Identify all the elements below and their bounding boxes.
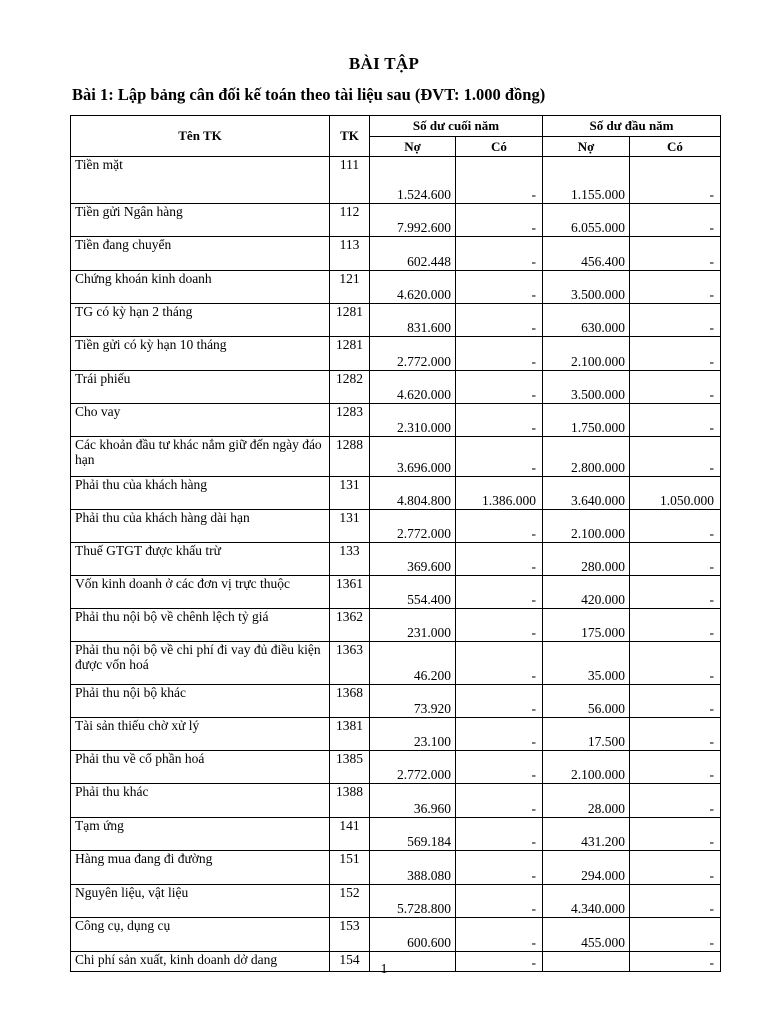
account-name-cell: Phải thu nội bộ khác <box>71 685 330 718</box>
end-debit-cell: 36.960 <box>370 784 456 818</box>
start-credit-cell: - <box>630 157 721 204</box>
start-debit-cell: 280.000 <box>543 543 630 576</box>
account-code-cell: 1281 <box>330 337 370 371</box>
start-credit-cell: - <box>630 237 721 271</box>
start-credit-cell: - <box>630 851 721 885</box>
table-row <box>71 437 721 477</box>
table-row <box>71 404 721 437</box>
start-credit-cell: - <box>630 818 721 851</box>
table-row <box>71 204 721 237</box>
start-debit-cell: 17.500 <box>543 718 630 751</box>
account-code-cell: 121 <box>330 271 370 304</box>
end-credit-cell: 1.386.000 <box>456 477 543 510</box>
account-code-cell: 1362 <box>330 609 370 642</box>
end-credit-cell: - <box>456 576 543 609</box>
account-name-cell: Tài sản thiếu chờ xử lý <box>71 718 330 751</box>
start-credit-cell: - <box>630 204 721 237</box>
end-debit-cell: 73.920 <box>370 685 456 718</box>
account-code-cell: 153 <box>330 918 370 952</box>
end-credit-cell: - <box>456 718 543 751</box>
table-row <box>71 885 721 918</box>
table-row <box>71 510 721 543</box>
account-code-cell: 141 <box>330 818 370 851</box>
start-credit-cell: - <box>630 784 721 818</box>
start-debit-cell: 456.400 <box>543 237 630 271</box>
account-code-cell: 154 <box>330 952 370 972</box>
end-credit-cell: - <box>456 685 543 718</box>
end-debit-cell: 2.310.000 <box>370 404 456 437</box>
end-credit-cell: - <box>456 371 543 404</box>
start-credit-cell: - <box>630 404 721 437</box>
end-credit-cell: - <box>456 337 543 371</box>
account-name-cell: Các khoản đầu tư khác nắm giữ đến ngày đáo hạn <box>71 437 330 477</box>
account-name-cell: Công cụ, dụng cụ <box>71 918 330 952</box>
start-credit-cell: - <box>630 751 721 784</box>
end-credit-cell: - <box>456 237 543 271</box>
start-credit-cell: - <box>630 685 721 718</box>
account-name-cell: Tiền mặt <box>71 157 330 204</box>
end-credit-cell: - <box>456 271 543 304</box>
end-credit-cell: - <box>456 510 543 543</box>
start-credit-cell: - <box>630 642 721 685</box>
end-debit-cell: 5.728.800 <box>370 885 456 918</box>
end-credit-cell: - <box>456 818 543 851</box>
end-credit-cell: - <box>456 157 543 204</box>
header-start-credit: Có <box>630 137 721 157</box>
header-end-balance: Số dư cuối năm <box>370 116 543 137</box>
account-name-cell: Cho vay <box>71 404 330 437</box>
end-debit-cell: 369.600 <box>370 543 456 576</box>
start-debit-cell: 2.800.000 <box>543 437 630 477</box>
start-credit-cell: 1.050.000 <box>630 477 721 510</box>
account-name-cell: Phải thu khác <box>71 784 330 818</box>
start-debit-cell: 455.000 <box>543 918 630 952</box>
end-debit-cell: 7.992.600 <box>370 204 456 237</box>
table-row <box>71 818 721 851</box>
start-debit-cell: 420.000 <box>543 576 630 609</box>
end-credit-cell: - <box>456 885 543 918</box>
balance-table <box>70 115 721 972</box>
start-credit-cell: - <box>630 576 721 609</box>
account-code-cell: 112 <box>330 204 370 237</box>
start-credit-cell: - <box>630 437 721 477</box>
account-code-cell: 111 <box>330 157 370 204</box>
end-credit-cell: - <box>456 437 543 477</box>
end-debit-cell: 46.200 <box>370 642 456 685</box>
start-credit-cell: - <box>630 371 721 404</box>
end-debit-cell: 2.772.000 <box>370 751 456 784</box>
account-code-cell: 1282 <box>330 371 370 404</box>
table-row <box>71 304 721 337</box>
start-debit-cell: 1.750.000 <box>543 404 630 437</box>
end-debit-cell: 554.400 <box>370 576 456 609</box>
account-name-cell: Phải thu nội bộ về chi phí đi vay đủ điều kiện được vốn hoá <box>71 642 330 685</box>
start-debit-cell: 4.340.000 <box>543 885 630 918</box>
end-debit-cell: 602.448 <box>370 237 456 271</box>
start-debit-cell: 2.100.000 <box>543 751 630 784</box>
account-code-cell: 1361 <box>330 576 370 609</box>
account-code-cell: 1363 <box>330 642 370 685</box>
end-debit-cell: 4.620.000 <box>370 271 456 304</box>
table-row <box>71 685 721 718</box>
account-name-cell: Vốn kinh doanh ở các đơn vị trực thuộc <box>71 576 330 609</box>
table-row <box>71 371 721 404</box>
account-code-cell: 1385 <box>330 751 370 784</box>
header-end-debit: Nợ <box>370 137 456 157</box>
account-name-cell: Tiền đang chuyển <box>71 237 330 271</box>
page-number: 1 <box>380 962 388 977</box>
account-code-cell: 133 <box>330 543 370 576</box>
start-credit-cell: - <box>630 952 721 972</box>
start-debit-cell: 3.500.000 <box>543 371 630 404</box>
start-debit-cell: 6.055.000 <box>543 204 630 237</box>
start-debit-cell: 630.000 <box>543 304 630 337</box>
account-name-cell: Chứng khoán kinh doanh <box>71 271 330 304</box>
account-code-cell: 113 <box>330 237 370 271</box>
end-debit-cell: 388.080 <box>370 851 456 885</box>
table-row <box>71 543 721 576</box>
table-row <box>71 157 721 204</box>
start-debit-cell: 3.640.000 <box>543 477 630 510</box>
table-row <box>71 751 721 784</box>
end-credit-cell: - <box>456 304 543 337</box>
end-debit-cell: 600.600 <box>370 918 456 952</box>
start-credit-cell: - <box>630 510 721 543</box>
end-credit-cell: - <box>456 751 543 784</box>
start-credit-cell: - <box>630 304 721 337</box>
account-name-cell: Tiền gửi Ngân hàng <box>71 204 330 237</box>
start-credit-cell: - <box>630 543 721 576</box>
table-row <box>71 851 721 885</box>
end-debit-cell: 1.524.600 <box>370 157 456 204</box>
start-credit-cell: - <box>630 718 721 751</box>
table-row <box>71 609 721 642</box>
end-debit-cell: 831.600 <box>370 304 456 337</box>
start-debit-cell: 28.000 <box>543 784 630 818</box>
account-code-cell: 1288 <box>330 437 370 477</box>
account-code-cell: 1388 <box>330 784 370 818</box>
table-header-row <box>71 116 721 137</box>
account-name-cell: Tiền gửi có kỳ hạn 10 tháng <box>71 337 330 371</box>
start-credit-cell: - <box>630 337 721 371</box>
end-debit-cell: 569.184 <box>370 818 456 851</box>
table-body <box>71 157 721 972</box>
start-credit-cell: - <box>630 271 721 304</box>
start-debit-cell: 1.155.000 <box>543 157 630 204</box>
end-credit-cell: - <box>456 204 543 237</box>
table-row <box>71 918 721 952</box>
account-code-cell: 152 <box>330 885 370 918</box>
account-code-cell: 1381 <box>330 718 370 751</box>
end-credit-cell: - <box>456 543 543 576</box>
account-code-cell: 1368 <box>330 685 370 718</box>
start-credit-cell: - <box>630 885 721 918</box>
account-name-cell: Phải thu về cổ phần hoá <box>71 751 330 784</box>
account-name-cell: Chi phí sản xuất, kinh doanh dở dang <box>71 952 330 972</box>
account-code-cell: 1283 <box>330 404 370 437</box>
account-code-cell: 131 <box>330 510 370 543</box>
account-name-cell: Thuế GTGT được khấu trừ <box>71 543 330 576</box>
header-account-code: TK <box>330 116 370 157</box>
account-name-cell: Trái phiếu <box>71 371 330 404</box>
start-debit-cell: 294.000 <box>543 851 630 885</box>
header-start-debit: Nợ <box>543 137 630 157</box>
end-debit-cell: 231.000 <box>370 609 456 642</box>
account-name-cell: Phải thu của khách hàng <box>71 477 330 510</box>
account-code-cell: 1281 <box>330 304 370 337</box>
account-name-cell: TG có kỳ hạn 2 tháng <box>71 304 330 337</box>
end-debit-cell: 23.100 <box>370 718 456 751</box>
start-credit-cell: - <box>630 609 721 642</box>
start-debit-cell: 35.000 <box>543 642 630 685</box>
exercise-title: Bài 1: Lập bảng cân đối kế toán theo tài liệu sau (ĐVT: 1.000 đồng) <box>72 85 546 104</box>
end-credit-cell: - <box>456 642 543 685</box>
account-code-cell: 131 <box>330 477 370 510</box>
end-credit-cell: - <box>456 918 543 952</box>
page-title: BÀI TẬP <box>348 54 420 73</box>
end-credit-cell: - <box>456 952 543 972</box>
account-name-cell: Hàng mua đang đi đường <box>71 851 330 885</box>
start-debit-cell: 3.500.000 <box>543 271 630 304</box>
table-row <box>71 718 721 751</box>
end-credit-cell: - <box>456 404 543 437</box>
end-debit-cell: 3.696.000 <box>370 437 456 477</box>
end-credit-cell: - <box>456 851 543 885</box>
end-debit-cell: 4.804.800 <box>370 477 456 510</box>
start-credit-cell: - <box>630 918 721 952</box>
table-row <box>71 337 721 371</box>
table-row <box>71 576 721 609</box>
table-row <box>71 477 721 510</box>
start-debit-cell: 56.000 <box>543 685 630 718</box>
account-name-cell: Phải thu nội bộ về chênh lệch tỷ giá <box>71 609 330 642</box>
start-debit-cell: 175.000 <box>543 609 630 642</box>
table-row <box>71 237 721 271</box>
header-end-credit: Có <box>456 137 543 157</box>
table-row <box>71 271 721 304</box>
account-name-cell: Tạm ứng <box>71 818 330 851</box>
account-name-cell: Nguyên liệu, vật liệu <box>71 885 330 918</box>
end-credit-cell: - <box>456 609 543 642</box>
account-code-cell: 151 <box>330 851 370 885</box>
table-row <box>71 784 721 818</box>
end-debit-cell: 4.620.000 <box>370 371 456 404</box>
end-debit-cell: 2.772.000 <box>370 337 456 371</box>
start-debit-cell: 431.200 <box>543 818 630 851</box>
end-credit-cell: - <box>456 784 543 818</box>
header-account-name: Tên TK <box>71 116 330 157</box>
header-start-balance: Số dư đầu năm <box>543 116 721 137</box>
table-row <box>71 642 721 685</box>
start-debit-cell: 2.100.000 <box>543 510 630 543</box>
start-debit-cell: 2.100.000 <box>543 337 630 371</box>
end-debit-cell: 2.772.000 <box>370 510 456 543</box>
account-name-cell: Phải thu của khách hàng dài hạn <box>71 510 330 543</box>
